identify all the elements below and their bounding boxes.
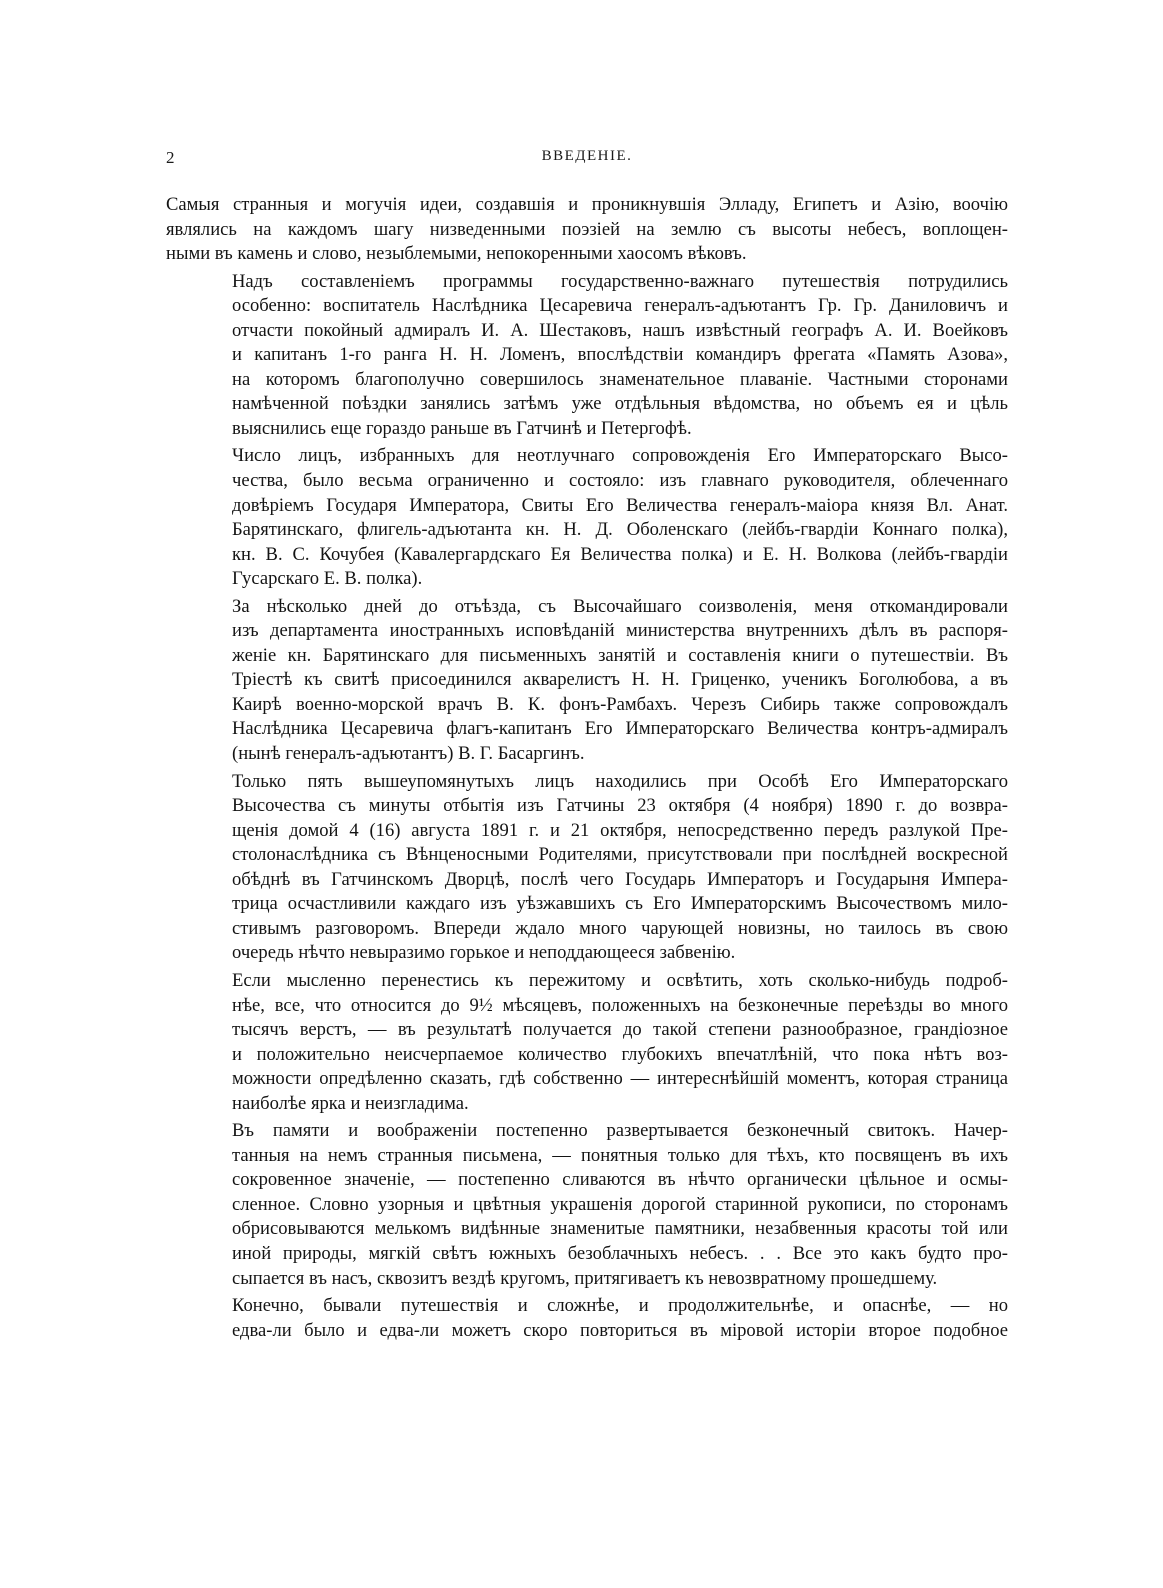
text-line: За нѣсколько дней до отъѣзда, съ Высочайшаго соизволенія, меня откомандировали — [232, 595, 1008, 617]
text-line: наиболѣе ярка и неизгладима. — [232, 1092, 469, 1114]
running-head — [166, 148, 1008, 172]
paragraph — [166, 1119, 1008, 1291]
paragraph — [166, 270, 1008, 442]
paragraph — [166, 770, 1008, 966]
text-line: и капитанъ 1-го ранга Н. Н. Ломенъ, впослѣдствіи командиръ фрегата «Память Азова», — [232, 344, 1008, 366]
text-line: обѣднѣ въ Гатчинскомъ Дворцѣ, послѣ чего Государь Императоръ и Государыня Импера- — [232, 868, 1008, 890]
text-line: Наслѣдника Цесаревича флагъ-капитанъ Его Императорскаго Величества контръ-адмиралъ — [232, 718, 1008, 740]
text-line: особенно: воспитатель Наслѣдника Цесаревича генералъ-адъютантъ Гр. Гр. Даниловичъ и — [232, 295, 1008, 317]
text-line: Тріестѣ къ свитѣ присоединился акварелистъ Н. Н. Гриценко, ученикъ Боголюбова, а въ — [232, 669, 1008, 691]
text-line: можности опредѣленно сказать, гдѣ собственно — интереснѣйшій моментъ, которая страница — [232, 1068, 1008, 1090]
text-line: Надъ составленіемъ программы государственно-важнаго путешествія потрудились — [232, 270, 1008, 292]
text-line: являлись на каждомъ шагу низведенными поэзіей на землю съ высоты небесъ, воплощен- — [166, 218, 1008, 240]
text-line: Высочества съ минуты отбытія изъ Гатчины 23 октября (4 ноября) 1890 г. до возвра- — [232, 795, 1008, 817]
text-line: нѣе, все, что относится до 9½ мѣсяцевъ, положенныхъ на безконечные переѣзды во много — [232, 994, 1008, 1016]
text-line: Въ памяти и воображеніи постепенно развертывается безконечный свитокъ. Начер- — [232, 1120, 1008, 1142]
text-line: довѣріемъ Государя Императора, Свиты Его Величества генералъ-маіора князя Вл. Анат. — [232, 494, 1008, 516]
text-line: на которомъ благополучно совершилось знаменательное плаваніе. Частными сторонами — [232, 368, 1008, 390]
text-line: ными въ камень и слово, незыблемыми, непокоренными хаосомъ вѣковъ. — [166, 243, 747, 265]
text-line: намѣченной поѣздки занялись затѣмъ уже отдѣльныя вѣдомства, но объемъ ея и цѣль — [232, 393, 1008, 415]
text-line: столонаслѣдника съ Вѣнценосными Родителями, присутствовали при послѣдней воскресной — [232, 844, 1008, 866]
text-line: едва-ли было и едва-ли можетъ скоро повториться въ міровой исторіи второе подобное — [232, 1319, 1008, 1341]
paragraph — [166, 969, 1008, 1116]
chapter-title: ВВЕДЕНIЕ. — [541, 148, 633, 164]
text-line: Только пять вышеупомянутыхъ лицъ находились при Особѣ Его Императорскаго — [232, 770, 1008, 792]
text-line: сокровенное значеніе, — постепенно сливаются въ нѣчто органически цѣльное и осмы- — [232, 1169, 1008, 1191]
text-line: обрисовываются мелькомъ видѣнные знаменитые памятники, незабвенныя красоты той или — [232, 1218, 1008, 1240]
text-line: (нынѣ генералъ-адъютантъ) В. Г. Басаргинъ. — [232, 743, 585, 765]
text-line: женіе кн. Барятинскаго для письменныхъ занятій и составленія книги о путешествіи. Въ — [232, 644, 1008, 666]
text-line: тысячъ верстъ, — въ результатѣ получается до такой степени разнообразное, грандіозное — [232, 1019, 1008, 1041]
paragraph — [166, 193, 1008, 267]
text-line: чества, было весьма ограниченно и состояло: изъ главнаго руководителя, облеченнаго — [232, 470, 1008, 492]
text-line: щенія домой 4 (16) августа 1891 г. и 21 октября, непосредственно передъ разлукой Пре- — [232, 819, 1008, 841]
text-line: сыпается въ насъ, сквозитъ вездѣ кругомъ, притягиваетъ къ невозвратному прошедшему. — [232, 1267, 938, 1289]
text-line: выяснились еще гораздо раньше въ Гатчинѣ и Петергофѣ. — [232, 417, 692, 439]
text-line: кн. В. С. Кочубея (Кавалергардскаго Ея Величества полка) и Е. Н. Волкова (лейбъ-гвардіи — [232, 543, 1008, 565]
text-line: Самыя странныя и могучія идеи, создавшія и проникнувшія Элладу, Египетъ и Азію, воочію — [166, 194, 1008, 215]
text-line: очередь нѣчто невыразимо горькое и неподдающееся забвенію. — [232, 942, 736, 964]
text-line: Число лицъ, избранныхъ для неотлучнаго сопровожденія Его Императорскаго Высо- — [232, 445, 1008, 467]
text-line: изъ департамента иностранныхъ исповѣданій министерства внутреннихъ дѣлъ въ распоря- — [232, 620, 1008, 642]
text-line: и положительно неисчерпаемое количество глубокихъ впечатлѣній, что пока нѣтъ воз- — [232, 1043, 1008, 1065]
paragraph — [166, 444, 1008, 591]
page-number: 2 — [166, 148, 175, 167]
text-line: танныя на немъ странныя письмена, — понятныя только для тѣхъ, кто посвященъ въ ихъ — [232, 1144, 1008, 1166]
text-line: трица осчастливили каждаго изъ уѣзжавшихъ съ Его Императорскимъ Высочествомъ мило- — [232, 893, 1008, 915]
paragraph — [166, 595, 1008, 767]
text-line: Если мысленно перенестись къ пережитому и освѣтить, хоть сколько-нибудь подроб- — [232, 969, 1008, 991]
body-text — [166, 193, 1008, 1346]
text-line: сленное. Словно узорныя и цвѣтныя украшенія дорогой старинной рукописи, по сторонамъ — [232, 1193, 1008, 1215]
text-line: иной природы, мягкій свѣтъ южныхъ безоблачныхъ небесъ. . . Все это какъ будто про- — [232, 1242, 1008, 1264]
text-line: Барятинскаго, флигель-адъютанта кн. Н. Д. Оболенскаго (лейбъ-гвардіи Коннаго полка), — [232, 519, 1008, 541]
text-line: Гусарскаго Е. В. полка). — [232, 568, 423, 590]
text-line: Конечно, бывали путешествія и сложнѣе, и продолжительнѣе, и опаснѣе, — но — [232, 1295, 1008, 1317]
text-line: Каирѣ военно-морской врачъ В. К. фонъ-Рамбахъ. Черезъ Сибирь также сопровождалъ — [232, 693, 1008, 715]
text-line: стивымъ разговоромъ. Впереди ждало много чарующей новизны, но таилось въ свою — [232, 917, 1008, 939]
text-line: отчасти покойный адмиралъ И. А. Шестаковъ, нашъ извѣстный географъ А. И. Воейковъ — [232, 319, 1008, 341]
paragraph — [166, 1294, 1008, 1343]
